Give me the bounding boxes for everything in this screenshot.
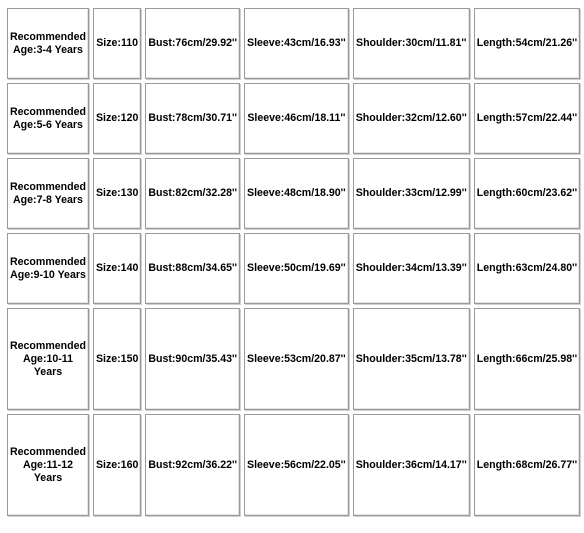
size-cell: Size:160 [93, 414, 141, 516]
bust-cell: Bust:78cm/30.71'' [145, 83, 240, 154]
age-cell: Recommended Age:9-10 Years [7, 233, 89, 304]
sleeve-cell: Sleeve:50cm/19.69'' [244, 233, 349, 304]
shoulder-cell: Shoulder:32cm/12.60'' [353, 83, 470, 154]
length-cell: Length:66cm/25.98'' [474, 308, 580, 410]
bust-cell: Bust:92cm/36.22'' [145, 414, 240, 516]
age-cell: Recommended Age:11-12 Years [7, 414, 89, 516]
size-cell: Size:150 [93, 308, 141, 410]
size-cell: Size:110 [93, 8, 141, 79]
table-row [7, 158, 580, 229]
age-cell: Recommended Age:3-4 Years [7, 8, 89, 79]
table-row [7, 308, 580, 410]
table-row [7, 233, 580, 304]
bust-cell: Bust:82cm/32.28'' [145, 158, 240, 229]
shoulder-cell: Shoulder:30cm/11.81'' [353, 8, 470, 79]
table-row [7, 414, 580, 516]
shoulder-cell: Shoulder:35cm/13.78'' [353, 308, 470, 410]
length-cell: Length:57cm/22.44'' [474, 83, 580, 154]
length-cell: Length:68cm/26.77'' [474, 414, 580, 516]
bust-cell: Bust:88cm/34.65'' [145, 233, 240, 304]
sleeve-cell: Sleeve:43cm/16.93'' [244, 8, 349, 79]
age-cell: Recommended Age:5-6 Years [7, 83, 89, 154]
size-cell: Size:130 [93, 158, 141, 229]
size-chart-table [3, 4, 584, 520]
sleeve-cell: Sleeve:46cm/18.11'' [244, 83, 349, 154]
shoulder-cell: Shoulder:34cm/13.39'' [353, 233, 470, 304]
bust-cell: Bust:76cm/29.92'' [145, 8, 240, 79]
shoulder-cell: Shoulder:36cm/14.17'' [353, 414, 470, 516]
shoulder-cell: Shoulder:33cm/12.99'' [353, 158, 470, 229]
sleeve-cell: Sleeve:56cm/22.05'' [244, 414, 349, 516]
sleeve-cell: Sleeve:53cm/20.87'' [244, 308, 349, 410]
sleeve-cell: Sleeve:48cm/18.90'' [244, 158, 349, 229]
table-row [7, 8, 580, 79]
size-cell: Size:120 [93, 83, 141, 154]
age-cell: Recommended Age:10-11 Years [7, 308, 89, 410]
size-cell: Size:140 [93, 233, 141, 304]
length-cell: Length:63cm/24.80'' [474, 233, 580, 304]
bust-cell: Bust:90cm/35.43'' [145, 308, 240, 410]
length-cell: Length:54cm/21.26'' [474, 8, 580, 79]
age-cell: Recommended Age:7-8 Years [7, 158, 89, 229]
table-row [7, 83, 580, 154]
length-cell: Length:60cm/23.62'' [474, 158, 580, 229]
